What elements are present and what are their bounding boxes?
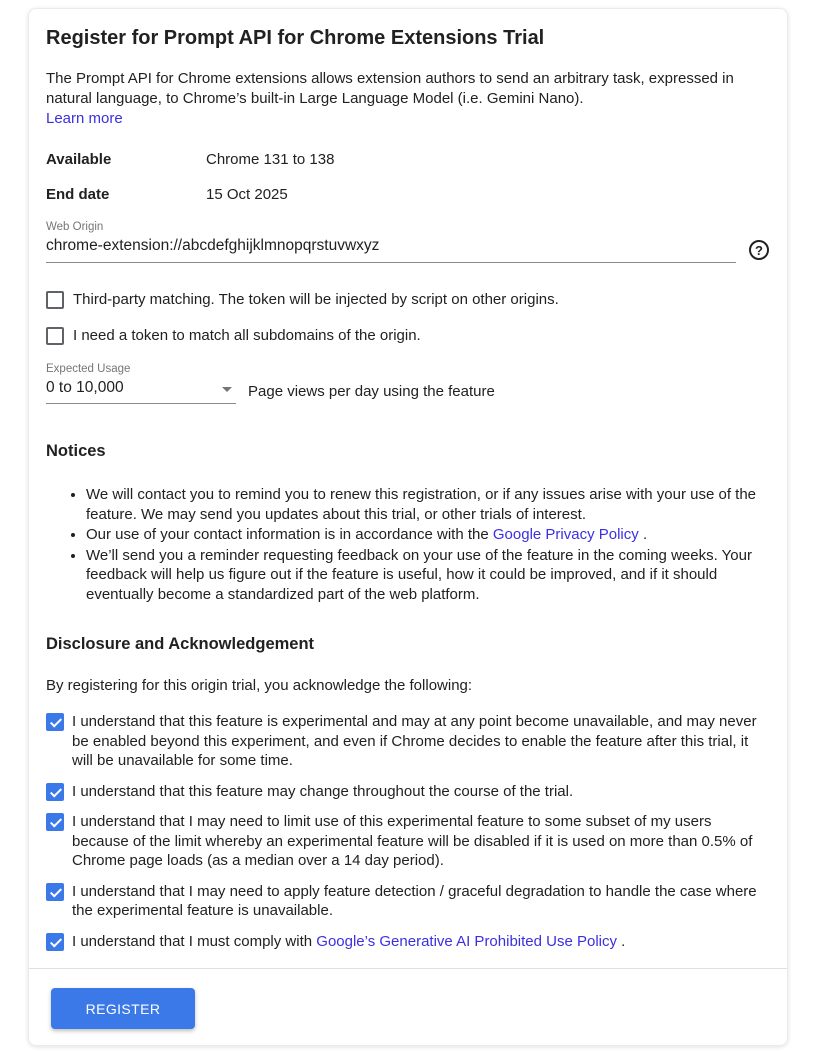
registration-card [28, 8, 788, 1046]
ack-feature-change-label[interactable]: I understand that this feature may change throughout the course of the trial. [72, 782, 574, 800]
expected-usage-label: Expected Usage [46, 363, 131, 375]
end-date-label: End date [46, 186, 110, 203]
notice-item [86, 525, 769, 545]
detail-row-end-date [46, 185, 769, 204]
ack-policy-row [46, 932, 769, 952]
ack-feature-detection-label[interactable]: I understand that I may need to apply feature detection / graceful degradation to handle the case where the experimental feature is unavailable. [72, 882, 757, 919]
notice-text: . [638, 526, 648, 543]
ack-feature-change-checkbox[interactable] [46, 783, 64, 801]
notices-heading: Notices [46, 442, 106, 460]
disclosure-heading: Disclosure and Acknowledgement [46, 635, 315, 653]
expected-usage-field [46, 362, 769, 404]
expected-usage-row [46, 378, 769, 404]
web-origin-label: Web Origin [46, 221, 104, 233]
trial-details [46, 150, 769, 204]
dropdown-arrow-icon [222, 387, 232, 392]
notices-list [46, 485, 769, 604]
ack-usage-limit-checkbox[interactable] [46, 813, 64, 831]
ack-usage-limit-row [46, 812, 769, 871]
register-button[interactable]: REGISTER [51, 988, 195, 1029]
ack-usage-limit-label[interactable]: I understand that I may need to limit use of this experimental feature to some subset of my users because of the limit whereby an experimental feature will be disabled if it is used on more than 0.5% of Chrome page loads (as a median over a 14 day period). [72, 813, 753, 869]
third-party-matching-option [46, 290, 769, 309]
detail-row-available [46, 150, 769, 169]
learn-more-link[interactable]: Learn more [46, 110, 123, 127]
page-title: Register for Prompt API for Chrome Extensions Trial [46, 27, 545, 49]
ack-feature-change-row [46, 782, 769, 802]
card-actions [29, 969, 787, 1045]
question-mark-glyph: ? [755, 242, 763, 258]
notice-text: We’ll send you a reminder requesting feedback on your use of the feature in the coming weeks. Your feedback will help us figure out if the feature is useful, how it could be improved, and if it should eventually become a standardized part of the web platform. [86, 546, 752, 603]
trial-description: The Prompt API for Chrome extensions allows extension authors to send an arbitrary task, expressed in natural language, to Chrome’s built-in Large Language Model (i.e. Gemini Nano). [46, 70, 734, 107]
notice-text: We will contact you to remind you to renew this registration, or if any issues arise with your use of the feature. We may send you updates about this trial, or other trials of interest. [86, 486, 757, 523]
notice-item [86, 485, 769, 524]
ack-feature-detection-row [46, 882, 769, 921]
ack-feature-detection-checkbox[interactable] [46, 883, 64, 901]
ack-experimental-row [46, 712, 769, 771]
third-party-matching-checkbox[interactable] [46, 291, 64, 309]
generative-ai-policy-link[interactable]: Google’s Generative AI Prohibited Use Policy [316, 932, 617, 950]
subdomain-matching-label[interactable]: I need a token to match all subdomains of the origin. [73, 327, 421, 344]
ack-experimental-label[interactable]: I understand that this feature is experimental and may at any point become unavailable, and may never be enabled beyond this experiment, and even if Chrome decides to enable the feature after this trial, it will be unavailable for some time. [72, 713, 757, 769]
ack-experimental-checkbox[interactable] [46, 713, 64, 731]
help-icon[interactable] [749, 240, 769, 260]
expected-usage-hint: Page views per day using the feature [248, 382, 495, 400]
available-value: Chrome 131 to 138 [206, 151, 335, 168]
card-content [29, 9, 787, 968]
expected-usage-select[interactable] [46, 378, 236, 404]
ack-policy-checkbox[interactable] [46, 933, 64, 951]
subdomain-matching-checkbox[interactable] [46, 327, 64, 345]
ack-policy-text[interactable]: I understand that I must comply with [72, 932, 317, 950]
web-origin-row [46, 236, 769, 263]
disclosure-intro: By registering for this origin trial, you acknowledge the following: [46, 677, 473, 694]
notice-item [86, 546, 769, 605]
available-label: Available [46, 151, 112, 168]
expected-usage-value: 0 to 10,000 [46, 379, 124, 396]
ack-policy-suffix: . [617, 932, 626, 950]
web-origin-field [46, 220, 769, 263]
web-origin-input[interactable] [46, 236, 736, 263]
end-date-value: 15 Oct 2025 [206, 186, 288, 203]
ack-policy-label [72, 932, 625, 952]
third-party-matching-label[interactable]: Third-party matching. The token will be injected by script on other origins. [73, 291, 559, 308]
google-privacy-policy-link[interactable]: Google Privacy Policy [492, 526, 639, 543]
subdomain-matching-option [46, 326, 769, 345]
notice-text: Our use of your contact information is in accordance with the [86, 526, 493, 543]
